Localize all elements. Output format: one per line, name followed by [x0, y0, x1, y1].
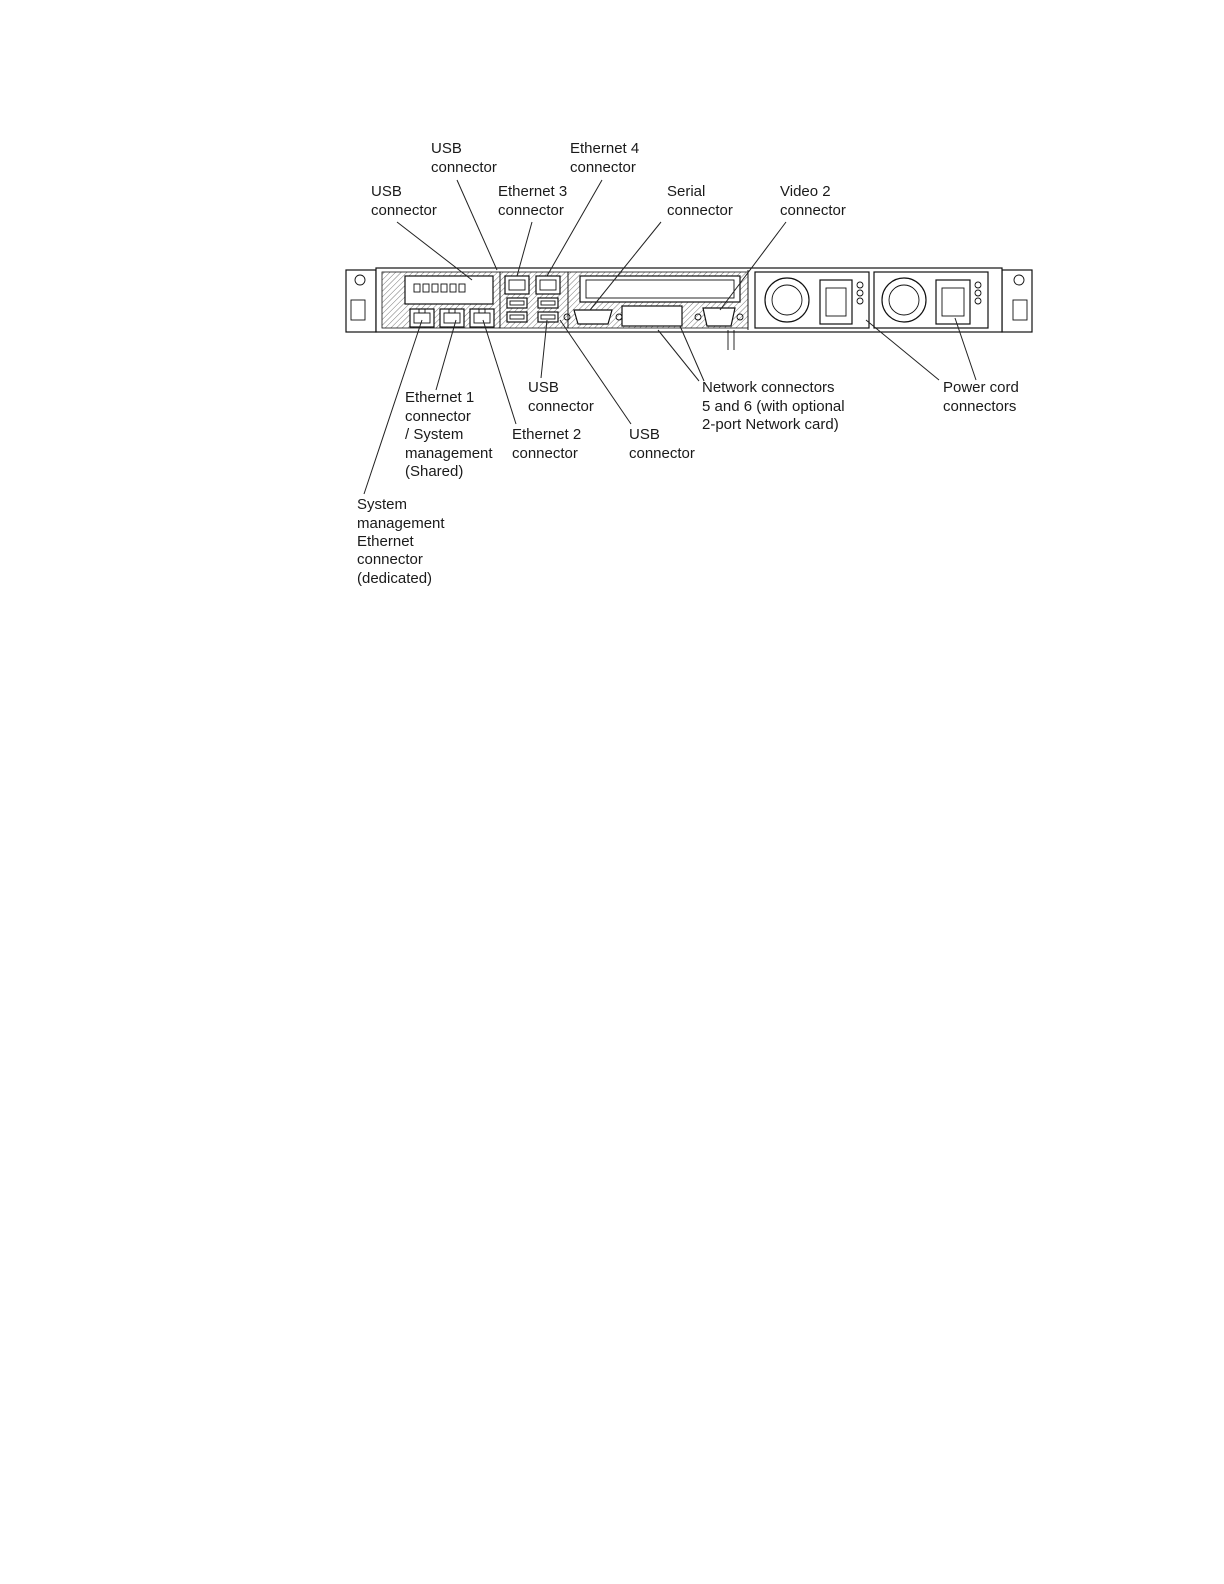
- label-line: USB: [528, 379, 559, 396]
- pcie-card-slot-left: [405, 276, 493, 304]
- label-line: connector: [431, 159, 497, 176]
- ethernet-port-3: [505, 276, 529, 294]
- label-line: connector: [357, 551, 423, 568]
- label-ethernet-1: [405, 389, 493, 480]
- label-line: connector: [780, 202, 846, 219]
- label-serial: [667, 183, 733, 219]
- label-usb-bottom-mid: [528, 379, 594, 415]
- label-line: 2-port Network card): [702, 416, 839, 433]
- label-line: USB: [371, 183, 402, 200]
- label-ethernet-4: [570, 140, 639, 176]
- power-supply-2: [874, 272, 988, 328]
- label-video-2: [780, 183, 846, 219]
- label-line: Ethernet 2: [512, 426, 582, 443]
- label-line: connector: [629, 445, 695, 462]
- label-usb-top-left: [371, 183, 437, 219]
- label-line: USB: [431, 140, 462, 157]
- label-network-5-6: [702, 379, 845, 433]
- network-card-slot: [622, 306, 682, 326]
- right-rack-ear: [1002, 270, 1032, 332]
- label-line: System: [357, 496, 408, 513]
- label-line: Video 2: [780, 183, 831, 200]
- label-line: connector: [405, 408, 471, 425]
- ethernet-port-1: [440, 309, 464, 327]
- label-line: Network connectors: [702, 379, 835, 396]
- server-chassis: [346, 268, 1032, 350]
- label-ethernet-3: [498, 183, 567, 219]
- ethernet-port-2: [470, 309, 494, 327]
- label-line: connector: [498, 202, 564, 219]
- label-line: connector: [371, 202, 437, 219]
- label-line: (Shared): [405, 463, 464, 480]
- label-system-management: [357, 496, 445, 587]
- label-line: USB: [629, 426, 660, 443]
- label-line: management: [357, 515, 445, 532]
- label-line: Power cord: [943, 379, 1019, 396]
- left-rack-ear: [346, 270, 376, 332]
- label-line: management: [405, 445, 493, 462]
- label-line: Ethernet 4: [570, 140, 640, 157]
- label-line: (dedicated): [357, 570, 433, 587]
- label-line: Ethernet 3: [498, 183, 568, 200]
- ethernet-port-sysmgmt: [410, 309, 434, 327]
- label-line: 5 and 6 (with optional: [702, 398, 845, 415]
- label-line: connector: [528, 398, 594, 415]
- label-line: Serial: [667, 183, 706, 200]
- label-line: connector: [570, 159, 636, 176]
- label-ethernet-2: [512, 426, 581, 462]
- label-line: Ethernet: [357, 533, 414, 550]
- ethernet-port-4: [536, 276, 560, 294]
- label-power-cord: [943, 379, 1019, 415]
- label-usb-top-right: [431, 140, 497, 176]
- label-line: Ethernet 1: [405, 389, 475, 406]
- power-supply-1: [755, 272, 869, 328]
- label-line: connector: [512, 445, 578, 462]
- label-line: / System: [405, 426, 464, 443]
- label-line: connector: [667, 202, 733, 219]
- label-line: connectors: [943, 398, 1017, 415]
- label-usb-bottom-right: [629, 426, 695, 462]
